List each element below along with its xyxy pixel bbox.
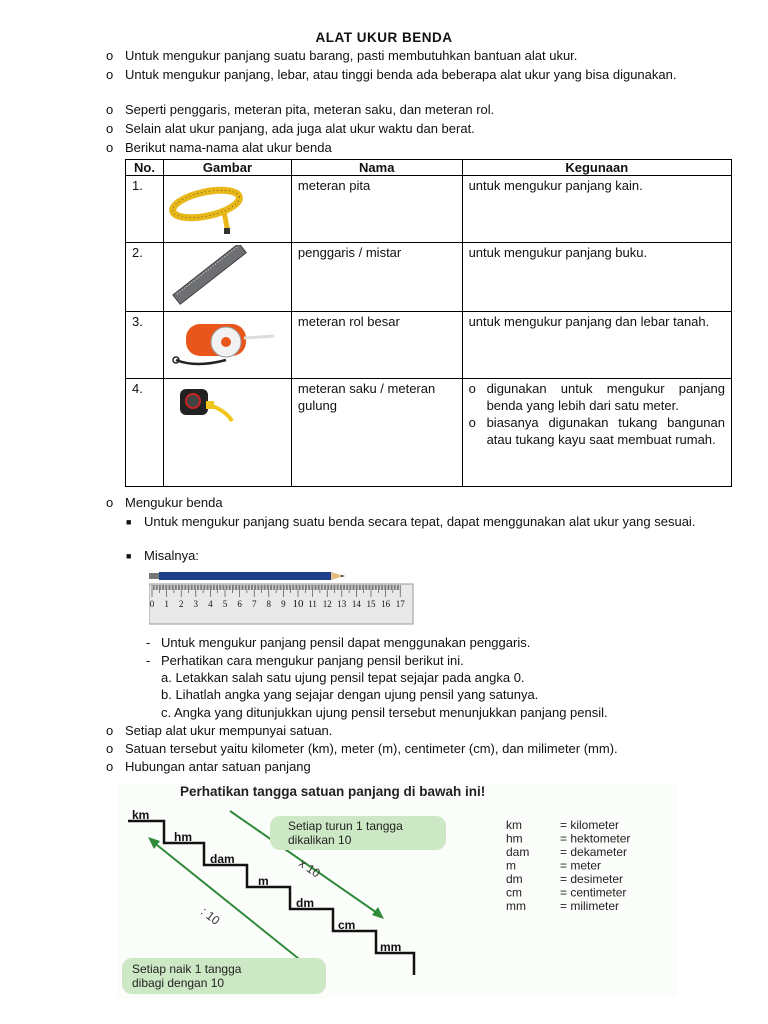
- ruler-tick-label: 8: [266, 599, 272, 609]
- ruler-tick-label: 2: [178, 599, 184, 609]
- unit-ladder-diagram: [118, 783, 678, 998]
- ruler-tick-label: 10: [292, 598, 304, 610]
- bullet-marker: o: [106, 102, 114, 117]
- legend-name: = kilometer: [560, 818, 620, 832]
- multiply-arrowhead: [372, 907, 384, 919]
- list-item: o biasanya digunakan tukang bangunan atau tukang kayu saat membuat rumah.: [469, 414, 725, 448]
- header-no: No.: [126, 160, 164, 176]
- legend-abbr: dm: [506, 872, 523, 886]
- diagram-title: Perhatikan tangga satuan panjang di bawah ini!: [180, 784, 486, 799]
- ruler-tick-label: 13: [337, 599, 347, 609]
- step-hm: hm: [174, 830, 192, 844]
- pocket-tape-icon: [166, 381, 250, 431]
- bullet-marker: o: [106, 121, 114, 136]
- ruler-tick-label: 12: [322, 599, 332, 609]
- step-c: c. Angka yang ditunjukkan ujung pensil tersebut menunjukkan panjang pensil.: [161, 705, 608, 720]
- ruler-tick-label: 16: [381, 599, 391, 609]
- page-title: ALAT UKUR BENDA: [315, 30, 453, 45]
- header-gambar: Gambar: [163, 160, 291, 176]
- measure-heading: Mengukur benda: [125, 495, 223, 510]
- row-no: 4.: [126, 379, 164, 487]
- row-nama: meteran pita: [291, 176, 462, 243]
- tape-measure-image: [163, 176, 291, 243]
- dash-marker: -: [146, 653, 151, 668]
- note-line: Setiap turun 1 tangga: [288, 819, 403, 833]
- unit-ladder-svg: [118, 783, 678, 998]
- row-kegunaan: untuk mengukur panjang dan lebar tanah.: [462, 312, 731, 379]
- legend-name: = milimeter: [560, 899, 620, 913]
- bullet-marker: o: [106, 723, 114, 738]
- square-bullet: ■: [126, 517, 132, 527]
- legend-name: = dekameter: [560, 845, 628, 859]
- legend-abbr: m: [506, 858, 516, 873]
- ruler-tick-label: 9: [281, 599, 286, 609]
- intro-line-2: Untuk mengukur panjang, lebar, atau tinggi benda ada beberapa alat ukur yang bisa digunakan.: [125, 67, 677, 82]
- list-item: o digunakan untuk mengukur panjang benda yang lebih dari satu meter.: [469, 380, 725, 414]
- intro-line-1: Untuk mengukur panjang suatu barang, pasti membutuhkan bantuan alat ukur.: [125, 48, 578, 63]
- table-header-row: [126, 160, 732, 176]
- legend-name: = centimeter: [560, 885, 627, 900]
- note-line: dikalikan 10: [288, 833, 352, 847]
- step-cm: cm: [338, 918, 356, 932]
- legend-abbr: mm: [506, 899, 526, 913]
- units-line-1: Setiap alat ukur mempunyai satuan.: [125, 723, 333, 738]
- dash-line-2: Perhatikan cara mengukur panjang pensil berikut ini.: [161, 653, 464, 668]
- row-no: 3.: [126, 312, 164, 379]
- step-b: b. Lihatlah angka yang sejajar dengan ujung pensil yang satunya.: [161, 687, 539, 702]
- ruler-tick-label: 1: [164, 599, 169, 609]
- square-bullet: ■: [126, 551, 132, 561]
- ruler-tick-label: 15: [366, 599, 376, 609]
- legend-abbr: cm: [506, 885, 522, 900]
- measure-point-1: Untuk mengukur panjang suatu benda secara tepat, dapat menggunakan alat ukur yang sesuai.: [144, 514, 696, 529]
- step-mm: mm: [380, 940, 402, 954]
- tools-table: [125, 159, 732, 487]
- legend-name: = hektometer: [560, 831, 631, 846]
- multiply-label: x 10: [296, 855, 323, 881]
- legend-abbr: dam: [506, 845, 530, 859]
- step-km: km: [132, 808, 150, 822]
- ruler-tick-label: 5: [222, 599, 228, 609]
- row-nama: meteran rol besar: [291, 312, 462, 379]
- step-m: m: [258, 874, 269, 888]
- ruler-tick-label: 4: [208, 599, 213, 609]
- pocket-tape-image: [163, 379, 291, 487]
- table-row: [126, 243, 732, 312]
- ruler-icon: [166, 245, 250, 305]
- ruler-tick-label: 0: [149, 599, 155, 609]
- intro-line-3: Seperti penggaris, meteran pita, meteran saku, dan meteran rol.: [125, 102, 495, 117]
- dash-line-1: Untuk mengukur panjang pensil dapat menggunakan penggaris.: [161, 635, 531, 650]
- row-no: 1.: [126, 176, 164, 243]
- kegunaan-list: [469, 380, 725, 448]
- step-dm: dm: [296, 896, 314, 910]
- ruler-image: [163, 243, 291, 312]
- row-kegunaan: untuk mengukur panjang buku.: [462, 243, 731, 312]
- ruler-tick-label: 6: [237, 599, 242, 609]
- bullet-marker: o: [106, 759, 114, 774]
- header-kegunaan: Kegunaan: [462, 160, 731, 176]
- ruler-tick-label: 17: [395, 599, 405, 609]
- ruler-tick-label: 7: [251, 599, 257, 609]
- step-dam: dam: [210, 852, 235, 866]
- bullet-marker: o: [106, 140, 114, 155]
- pencil-ruler-svg: [149, 570, 415, 626]
- dash-marker: -: [146, 635, 151, 650]
- legend-name: = meter: [560, 858, 602, 873]
- bullet-marker: o: [106, 495, 114, 510]
- row-nama: meteran saku / meteran gulung: [291, 379, 462, 487]
- ruler-tick-label: 14: [351, 599, 361, 609]
- table-row: [126, 176, 732, 243]
- divide-label: : 10: [198, 904, 223, 928]
- row-kegunaan: untuk mengukur panjang kain.: [462, 176, 731, 243]
- pencil-ruler-illustration: [149, 570, 415, 626]
- bullet-marker: o: [106, 67, 114, 82]
- table-row: [126, 312, 732, 379]
- roll-tape-icon: [166, 314, 276, 372]
- note-line: dibagi dengan 10: [132, 976, 225, 990]
- legend-abbr: hm: [506, 831, 523, 846]
- intro-line-4: Selain alat ukur panjang, ada juga alat ukur waktu dan berat.: [125, 121, 475, 136]
- ruler-tick-label: 3: [193, 599, 199, 609]
- table-row: [126, 379, 732, 487]
- units-line-3: Hubungan antar satuan panjang: [125, 759, 311, 774]
- units-line-2: Satuan tersebut yaitu kilometer (km), meter (m), centimeter (cm), dan milimeter (mm).: [125, 741, 618, 756]
- step-a: a. Letakkan salah satu ujung pensil tepat sejajar pada angka 0.: [161, 670, 525, 685]
- unit-legend: [506, 818, 630, 913]
- row-no: 2.: [126, 243, 164, 312]
- row-nama: penggaris / mistar: [291, 243, 462, 312]
- legend-name: = desimeter: [560, 872, 624, 886]
- bullet-marker: o: [106, 48, 114, 63]
- note-line: Setiap naik 1 tangga: [132, 962, 242, 976]
- bullet-marker: o: [106, 741, 114, 756]
- tape-measure-icon: [166, 178, 250, 236]
- legend-abbr: km: [506, 818, 522, 832]
- intro-line-5: Berikut nama-nama alat ukur benda: [125, 140, 332, 155]
- ruler-tick-label: 11: [308, 599, 317, 609]
- measure-point-2: Misalnya:: [144, 548, 199, 563]
- roll-tape-image: [163, 312, 291, 379]
- header-nama: Nama: [291, 160, 462, 176]
- row-kegunaan: [462, 379, 731, 487]
